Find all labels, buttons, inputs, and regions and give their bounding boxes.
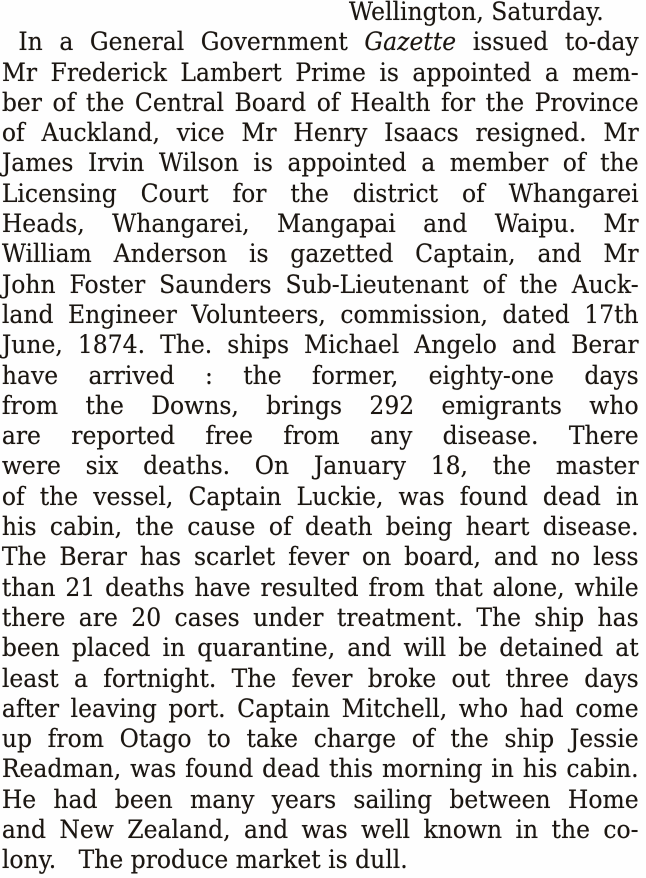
word: deaths. (143, 451, 231, 482)
word: dead (262, 754, 321, 785)
word: that (434, 572, 483, 603)
word: Volunteers, (191, 299, 326, 330)
word: Readman, (1, 754, 122, 785)
word: appointed (287, 148, 407, 179)
word: broke (367, 663, 437, 694)
word: Whangarei, (112, 209, 250, 240)
word: and (537, 239, 582, 270)
word: Central (134, 87, 225, 118)
word: Otago (119, 724, 192, 755)
word: Foster (69, 269, 146, 300)
word: emigrants (441, 390, 562, 421)
word: June, (1, 330, 63, 361)
article-line (2, 421, 639, 451)
word: Auck- (571, 269, 639, 300)
article-line (2, 603, 639, 633)
word: reported (71, 421, 176, 452)
article-line (2, 724, 639, 754)
article-line (2, 451, 639, 481)
word: come (575, 693, 639, 724)
word: Luckie, (296, 481, 384, 512)
word: is (253, 148, 273, 179)
word: is (248, 239, 269, 270)
word: charge (313, 724, 397, 755)
word: co- (603, 815, 639, 846)
word: treatment. (336, 602, 463, 633)
word: been (114, 784, 173, 815)
word: Board (234, 87, 307, 118)
word: In (18, 27, 43, 58)
word: free (205, 421, 254, 452)
word: 18, (430, 451, 468, 482)
word: Berar (59, 542, 127, 573)
dateline: Wellington, Saturday. (348, 0, 604, 27)
word: a (59, 27, 74, 58)
word: after (1, 693, 60, 724)
word: of (1, 118, 25, 149)
word: ship (534, 602, 585, 633)
article-line (2, 694, 639, 724)
word: resigned. (475, 118, 587, 149)
word: brings (266, 390, 343, 421)
word: ber (1, 87, 42, 118)
word: Angelo (414, 330, 497, 361)
word: fever (288, 542, 350, 573)
word: land (1, 299, 54, 330)
word: from (368, 572, 425, 603)
article-line (2, 300, 639, 330)
word: Wilson (158, 148, 239, 179)
word: a (544, 57, 559, 88)
word: of (461, 178, 485, 209)
word: Mr (1, 57, 38, 88)
article-line (2, 664, 639, 694)
article-line (2, 27, 639, 57)
word: Whangarei (508, 178, 639, 209)
word: member (449, 148, 549, 179)
article-line (2, 361, 639, 391)
word: was (301, 815, 348, 846)
word: Captain (237, 693, 331, 724)
word: The (1, 542, 47, 573)
word: being (385, 512, 453, 543)
word: January (313, 451, 406, 482)
word: Berar (571, 330, 639, 361)
word: leaving (70, 693, 157, 724)
word: is (379, 57, 399, 88)
word: been (1, 633, 60, 664)
word: former, (312, 360, 399, 391)
article-body (2, 27, 639, 875)
word: dated (502, 299, 570, 330)
word: least (1, 663, 59, 694)
article-line (2, 118, 639, 148)
word: days (584, 360, 639, 391)
word: disease. (442, 421, 539, 452)
article-line (2, 58, 639, 88)
article-line (2, 542, 639, 572)
word: vice (176, 118, 225, 149)
word: cases (174, 602, 240, 633)
word: Saunders (159, 269, 272, 300)
article-line (2, 754, 639, 784)
word: from (283, 421, 340, 452)
word: Mr (603, 118, 639, 149)
word: on (361, 542, 392, 573)
word: from (47, 724, 104, 755)
word: Health (350, 87, 431, 118)
word: there (1, 602, 66, 633)
word: detained (499, 633, 604, 664)
word: and (493, 542, 539, 573)
word: has (139, 542, 182, 573)
word: in (615, 481, 639, 512)
word: be (458, 633, 488, 664)
word: less (593, 542, 639, 573)
word: deaths (105, 572, 185, 603)
article-line (2, 785, 639, 815)
article-line (2, 482, 639, 512)
word: between (449, 784, 551, 815)
word: Michael (304, 330, 400, 361)
word: the (39, 481, 79, 512)
word: Zealand, (127, 815, 231, 846)
word: The (476, 602, 522, 633)
word: The (231, 663, 277, 694)
word: of (411, 724, 435, 755)
word: Home (567, 784, 639, 815)
word: Frederick (50, 57, 167, 88)
word: for (441, 87, 476, 118)
word: quarantine, (197, 633, 336, 664)
word: cause (187, 512, 256, 543)
word: master (555, 451, 639, 482)
word: the (243, 360, 282, 391)
word: Auckland, (41, 118, 160, 149)
article-line (2, 88, 639, 118)
word: who (458, 693, 509, 724)
word: the (485, 87, 525, 118)
word: from (1, 390, 59, 421)
word: placed (71, 633, 151, 664)
word: Waipu. (494, 209, 576, 240)
word: Court (140, 178, 209, 209)
word: known (423, 815, 503, 846)
word: three (505, 663, 570, 694)
word: Isaacs (384, 118, 459, 149)
word: of (52, 87, 76, 118)
word: well (361, 815, 411, 846)
word: issued (472, 27, 549, 58)
word: dead (542, 481, 601, 512)
article-line (2, 845, 639, 875)
word: are (78, 602, 118, 633)
word: fortnight. (103, 663, 217, 694)
word: 17th (584, 299, 639, 330)
word: On (254, 451, 290, 482)
word: years (271, 784, 337, 815)
word: vessel, (93, 481, 174, 512)
word: appointed (412, 57, 532, 88)
word: have (194, 572, 251, 603)
article-line (2, 179, 639, 209)
word: no (550, 542, 581, 573)
word: to-day (564, 27, 639, 58)
word: Captain, (415, 239, 516, 270)
word: this (328, 754, 374, 785)
word: the (551, 815, 590, 846)
article-line (2, 391, 639, 421)
word: fever (291, 663, 353, 694)
article-line (2, 330, 639, 360)
word: Captain (188, 481, 282, 512)
word: alone, (492, 572, 565, 603)
word: a (73, 663, 88, 694)
word: 1874. (77, 330, 146, 361)
word: of (562, 148, 586, 179)
word: ships (227, 330, 290, 361)
word: in (162, 633, 186, 664)
word: his (1, 512, 37, 543)
word: Lambert (180, 57, 282, 88)
word: Licensing (1, 178, 117, 209)
word: cabin, (49, 512, 123, 543)
word: port. (168, 693, 226, 724)
word: and (1, 815, 46, 846)
word: of (316, 87, 340, 118)
word: James (1, 148, 74, 179)
word: have (1, 360, 59, 391)
word: will (403, 633, 447, 664)
word: He (1, 784, 37, 815)
word: Mr (241, 118, 277, 149)
word: and (243, 815, 289, 846)
word: in (515, 815, 539, 846)
word: Heads, (1, 209, 85, 240)
word: gazetted (290, 239, 394, 270)
word: Anderson (113, 239, 228, 270)
word: under (253, 602, 324, 633)
word: cabin. (566, 754, 639, 785)
word: the (85, 87, 125, 118)
word: take (246, 724, 299, 755)
word: Mangapai (277, 209, 396, 240)
word: New (59, 815, 114, 846)
word: arrived (88, 360, 175, 391)
word: while (574, 572, 639, 603)
word: his (522, 754, 558, 785)
word: had (53, 784, 98, 815)
word: Government (200, 27, 348, 58)
word: found (459, 481, 528, 512)
word: out (451, 663, 491, 694)
word: had (519, 693, 564, 724)
word: ship (504, 724, 555, 755)
word: commission, (340, 299, 488, 330)
word: and (511, 330, 557, 361)
word: Province (534, 87, 639, 118)
italic-word: Gazette (364, 27, 457, 58)
word: sailing (353, 784, 433, 815)
word: the (85, 390, 124, 421)
word: 21 (65, 572, 96, 603)
word: The. (160, 330, 213, 361)
article-line (2, 573, 639, 603)
word: Downs, (151, 390, 239, 421)
word: the (135, 512, 174, 543)
line-text: lony. The produce market is dull. (1, 845, 408, 876)
word: was (130, 754, 177, 785)
word: were (1, 451, 61, 482)
word: of (268, 512, 292, 543)
word: the (450, 724, 489, 755)
word: resulted (260, 572, 359, 603)
word: for (232, 178, 267, 209)
word: the (519, 269, 558, 300)
word: the (492, 451, 532, 482)
word: : (204, 360, 213, 391)
word: found (185, 754, 254, 785)
word: Henry (293, 118, 368, 149)
word: Irvin (87, 148, 145, 179)
article-line (2, 512, 639, 542)
article-line (2, 239, 639, 269)
article-line (2, 148, 639, 178)
word: 20 (131, 602, 162, 633)
word: death (304, 512, 373, 543)
word: Jessie (569, 724, 639, 755)
word: district (352, 178, 439, 209)
article-line (2, 270, 639, 300)
word: many (189, 784, 255, 815)
word: days (584, 663, 639, 694)
word: six (85, 451, 119, 482)
word: in (491, 754, 514, 785)
word: the (290, 178, 329, 209)
word: and (423, 209, 468, 240)
word: Engineer (67, 299, 177, 330)
word: There (568, 421, 639, 452)
word: a (421, 148, 436, 179)
word: Prime (295, 57, 366, 88)
word: up (1, 724, 32, 755)
word: than (1, 572, 56, 603)
word: any (369, 421, 413, 452)
word: 292 (369, 390, 415, 421)
word: to (207, 724, 231, 755)
word: disease. (542, 512, 639, 543)
word: morning (381, 754, 483, 785)
word: board, (404, 542, 481, 573)
word: William (1, 239, 92, 270)
article-line (2, 815, 639, 845)
word: General (89, 27, 185, 58)
word: who (589, 390, 639, 421)
word: was (398, 481, 445, 512)
word: eighty-one (428, 360, 554, 391)
word: Sub-Lieutenant (285, 269, 469, 300)
word: scarlet (193, 542, 276, 573)
word: are (1, 421, 41, 452)
word: has (597, 602, 639, 633)
word: John (1, 269, 56, 300)
word: and (347, 633, 392, 664)
article-line (2, 209, 639, 239)
word: the (600, 148, 639, 179)
word: at (615, 633, 639, 664)
word: mem- (572, 57, 639, 88)
word: Mr (603, 239, 639, 270)
word: Mitchell, (341, 693, 448, 724)
word: of (1, 481, 25, 512)
word: of (482, 269, 506, 300)
article-line (2, 633, 639, 663)
word: Mr (603, 209, 639, 240)
word: heart (465, 512, 530, 543)
